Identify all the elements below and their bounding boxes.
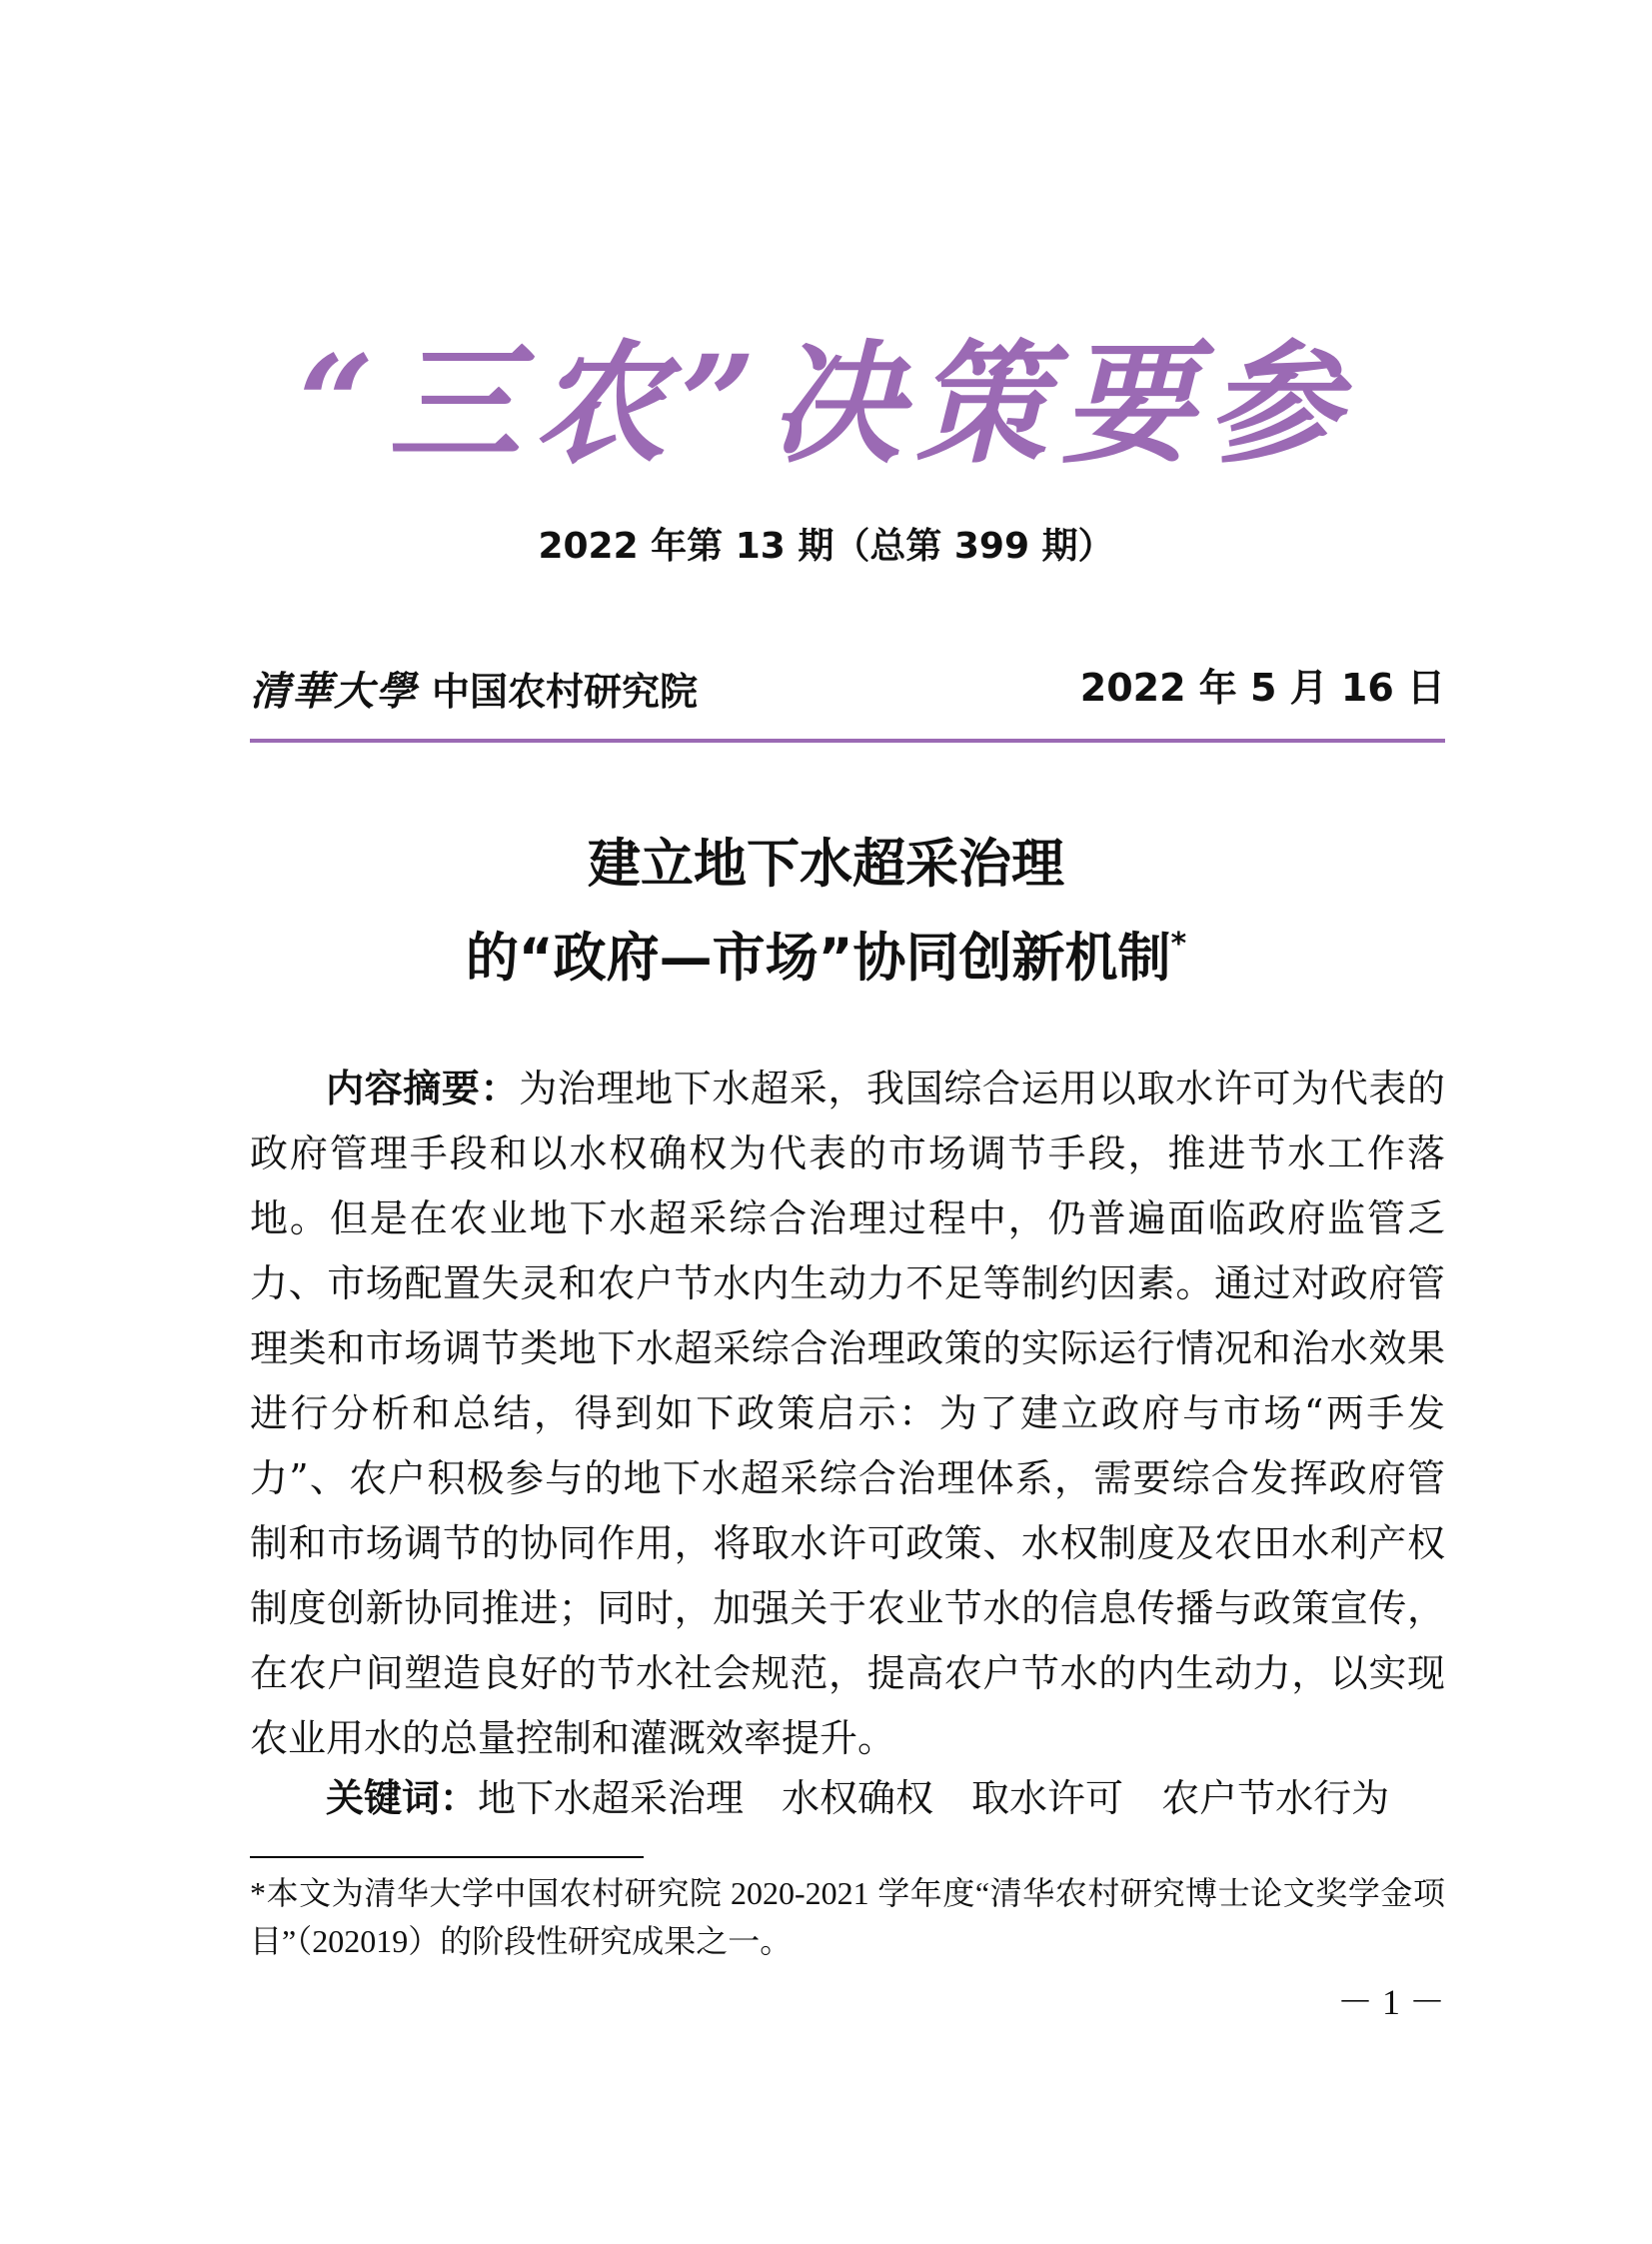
keywords-label: 关键词： [326, 1776, 479, 1820]
footnote: *本文为清华大学中国农村研究院 2020-2021 学年度“清华农村研究博士论文奖学金项目”（202019）的阶段性研究成果之一。 [250, 1875, 1445, 1959]
publication-date: 2022 年 5 月 16 日 [1079, 666, 1445, 710]
title-line-2-text: 的“政府—市场”协同创新机制 [465, 928, 1171, 989]
institute-name: 中国农村研究院 [432, 669, 699, 714]
keyword-item: 取水许可 [971, 1776, 1124, 1820]
title-line-1: 建立地下水超采治理 [588, 834, 1064, 895]
footnote-divider [250, 1856, 644, 1858]
university-logo-text: 清華大學 [250, 667, 418, 715]
issue-number: 2022 年第 13 期（总第 399 期） [538, 526, 1114, 567]
keyword-item: 水权确权 [782, 1776, 934, 1820]
publisher [250, 660, 698, 716]
article-title [0, 818, 1652, 1006]
abstract [250, 1057, 1445, 1771]
title-footnote-mark: * [1170, 927, 1187, 962]
keywords [250, 1766, 1445, 1831]
title-line-2 [0, 912, 1652, 1006]
page-number: － 1 － [1336, 1982, 1445, 2022]
keyword-item: 农户节水行为 [1161, 1776, 1390, 1820]
header-divider [250, 739, 1445, 743]
abstract-text: 为治理地下水超采，我国综合运用以取水许可为代表的政府管理手段和以水权确权为代表的市场调节手段，推进节水工作落地。但是在农业地下水超采综合治理过程中，仍普遍面临政府监管乏力、市场配置失灵和农户节水内生动力不足等制约因素。通过对政府管理类和市场调节类地下水超采综合治理政策的实际运行情况和治水效果进行分析和总结，得到如下政策启示：为了建立政府与市场“两手发力”、农户积极参与的地下水超采综合治理体系，需要综合发挥政府管制和市场调节的协同作用，将取水许可政策、水权制度及农田水利产权制度创新协同推进；同时，加强关于农业节水的信息传播与政策宣传，在农户间塑造良好的节水社会规范，提高农户节水的内生动力，以实现农业用水的总量控制和灌溉效率提升。 [250, 1067, 1445, 1760]
abstract-label: 内容摘要： [326, 1067, 520, 1111]
masthead-title: “三农”决策要参 [298, 327, 1354, 482]
keyword-item: 地下水超采治理 [478, 1776, 745, 1820]
